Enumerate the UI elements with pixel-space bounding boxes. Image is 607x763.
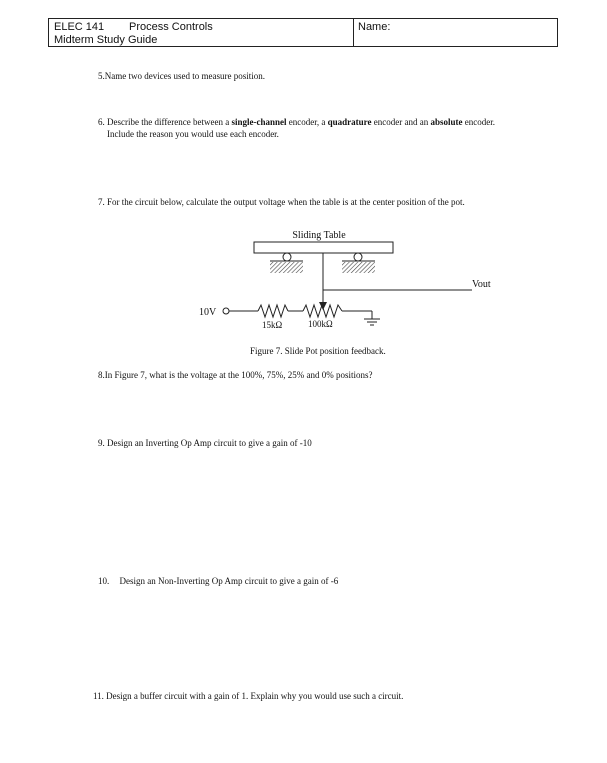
question-6-text-d: encoder. (462, 117, 495, 127)
rail-hatch-left (270, 262, 303, 273)
question-11: 11. Design a buffer circuit with a gain of 1. Explain why you would use such a circuit. (93, 691, 404, 701)
question-10 (98, 576, 338, 586)
rail-hatch-right (342, 262, 375, 273)
question-10-number: 10. (98, 576, 110, 586)
resistor-15k (258, 305, 288, 317)
question-6-line-2: Include the reason you would use each encoder. (107, 129, 279, 139)
table-label: Sliding Table (292, 230, 346, 241)
source-terminal (223, 308, 229, 314)
question-6-term-quadrature: quadrature (327, 117, 372, 127)
question-10-text: Design an Non-Inverting Op Amp circuit to give a gain of -6 (119, 576, 339, 586)
vout-label: Vout (472, 279, 491, 290)
source-label: 10V (199, 307, 217, 318)
question-6-text-b: encoder, a (286, 117, 328, 127)
question-6-text-a: 6. Describe the difference between a (98, 117, 232, 127)
guide-title: Midterm Study Guide (54, 34, 158, 46)
figure-caption: Figure 7. Slide Pot position feedback. (250, 346, 386, 356)
course-subject: Process Controls (129, 21, 213, 33)
question-6-term-absolute: absolute (430, 117, 463, 127)
r2-label: 100kΩ (308, 319, 333, 329)
course-code: ELEC 141 (54, 21, 105, 33)
question-5: 5.Name two devices used to measure position. (98, 71, 265, 81)
name-label: Name: (358, 21, 391, 33)
question-9: 9. Design an Inverting Op Amp circuit to give a gain of -10 (98, 438, 312, 448)
table-wheel-left (283, 253, 291, 261)
question-6-term-single: single-channel (231, 117, 287, 127)
question-7: 7. For the circuit below, calculate the output voltage when the table is at the center position of the pot. (98, 197, 465, 207)
table-wheel-right (354, 253, 362, 261)
question-8: 8.In Figure 7, what is the voltage at the 100%, 75%, 25% and 0% positions? (98, 370, 373, 380)
r1-label: 15kΩ (262, 320, 283, 330)
sliding-table (254, 242, 393, 253)
question-6-text-c: encoder and an (371, 117, 431, 127)
resistor-100k (303, 305, 342, 317)
